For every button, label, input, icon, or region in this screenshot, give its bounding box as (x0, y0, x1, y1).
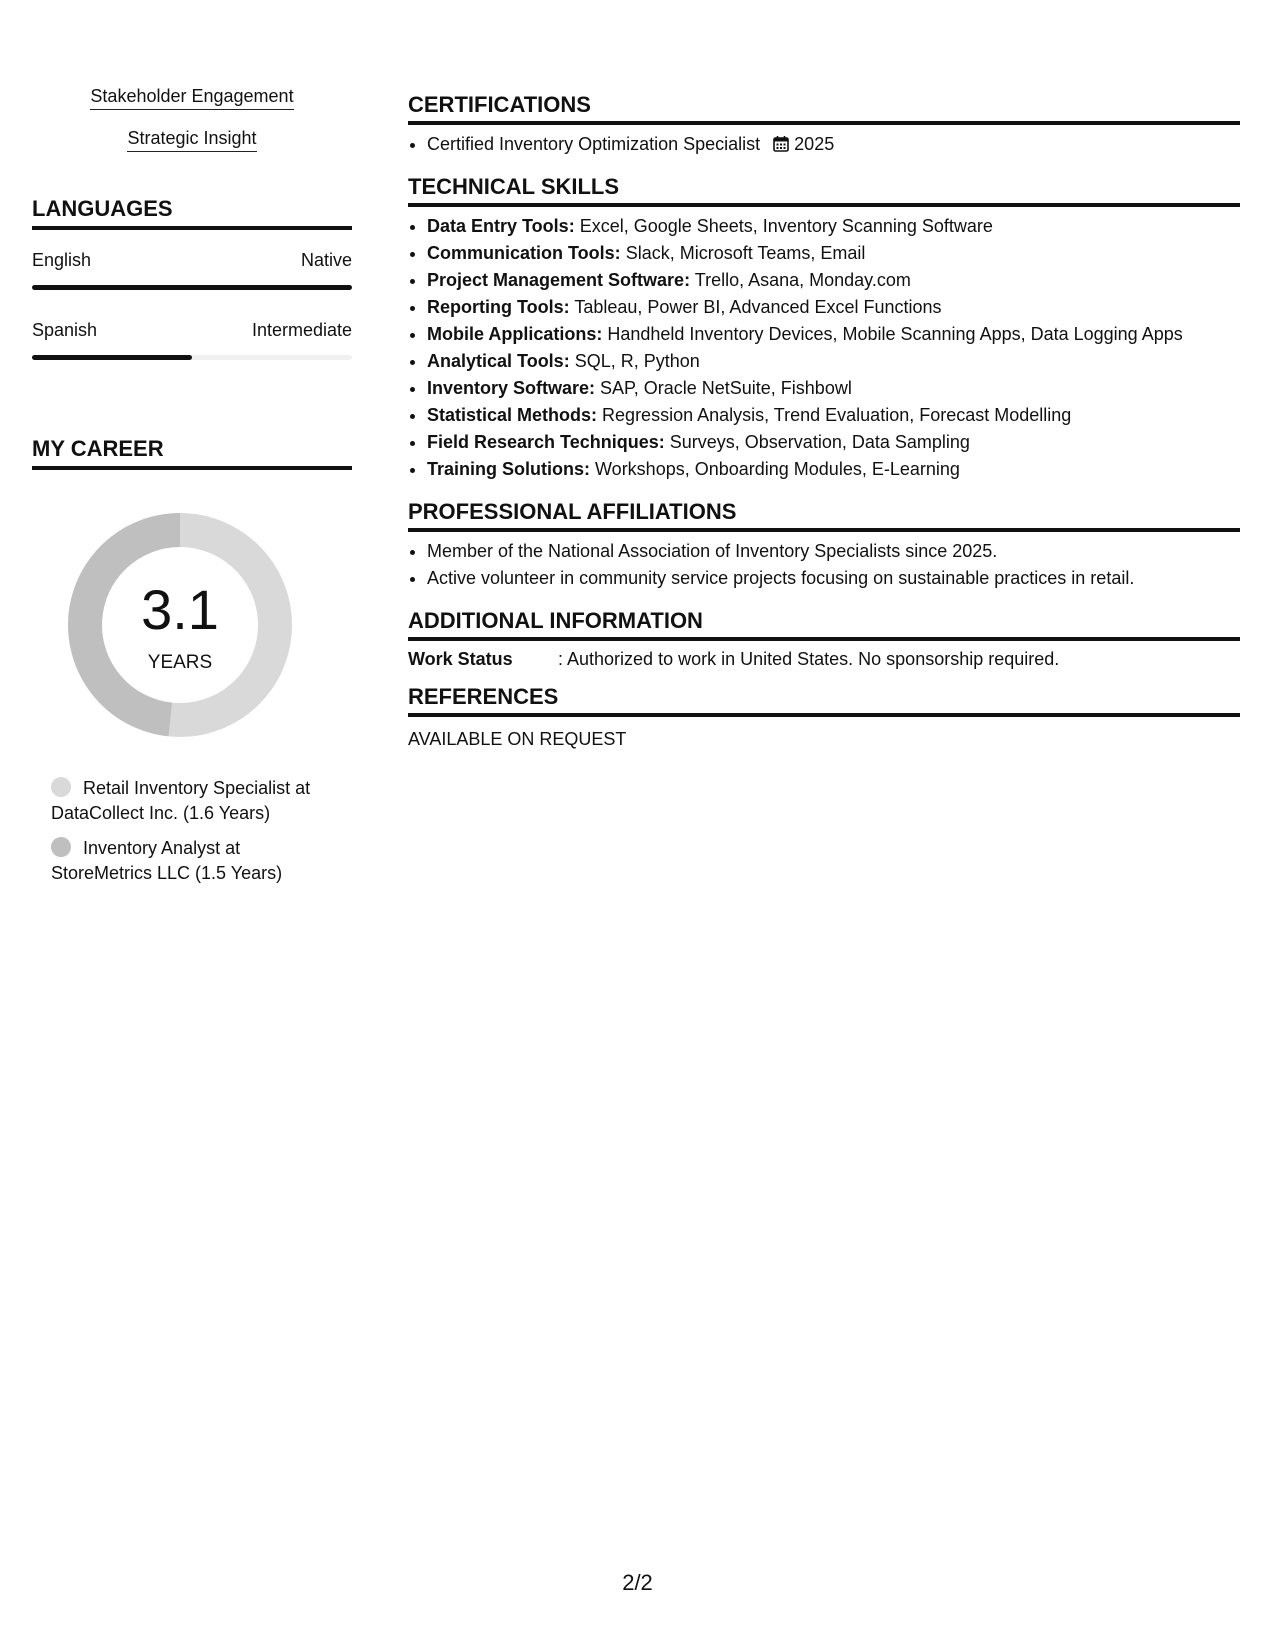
language-name: Spanish (32, 320, 98, 340)
legend-dot-icon (51, 837, 71, 857)
language-level: Intermediate (251, 320, 352, 340)
career-legend (32, 776, 352, 886)
affiliations-heading: PROFESSIONAL AFFILIATIONS (408, 499, 1240, 532)
affiliations-list (408, 538, 1240, 592)
certifications-list (408, 131, 1240, 158)
career-heading: MY CAREER (32, 436, 352, 470)
calendar-icon (773, 135, 789, 152)
certification-item (427, 131, 1240, 158)
skill-tag: Strategic Insight (32, 128, 352, 152)
career-company: DataCollect Inc. (1.6 Years) (51, 803, 271, 823)
legend-dot-icon (51, 777, 71, 797)
career-role: Inventory Analyst at (83, 838, 241, 858)
references-text: AVAILABLE ON REQUEST (408, 729, 627, 749)
language-proficiency-bar (32, 355, 352, 360)
language-item-english (32, 250, 352, 290)
career-company: StoreMetrics LLC (1.5 Years) (51, 863, 283, 883)
skill-item: • Statistical Methods: Regression Analysis, Trend Evaluation, Forecast Modelling (427, 402, 1240, 429)
certification-year: 2025 (794, 134, 835, 154)
page-number: 2/2 (622, 1570, 653, 1595)
affiliation-item: • Active volunteer in community service projects focusing on sustainable practices in retail. (427, 565, 1240, 592)
language-name: English (32, 250, 92, 270)
affiliation-item: • Member of the National Association of Inventory Specialists since 2025. (427, 538, 1240, 565)
language-proficiency-bar (32, 285, 352, 290)
skill-item: • Reporting Tools: Tableau, Power BI, Advanced Excel Functions (427, 294, 1240, 321)
skill-item: • Inventory Software: SAP, Oracle NetSuite, Fishbowl (427, 375, 1240, 402)
work-status-label: Work Status (408, 649, 513, 669)
certification-name: Certified Inventory Optimization Specialist (427, 134, 761, 154)
skill-item: • Field Research Techniques: Surveys, Observation, Data Sampling (427, 429, 1240, 456)
sidebar (32, 86, 352, 896)
skill-item: • Training Solutions: Workshops, Onboarding Modules, E-Learning (427, 456, 1240, 483)
references-heading: REFERENCES (408, 684, 1240, 717)
language-proficiency-fill (32, 285, 352, 290)
career-item (51, 776, 352, 826)
technical-skills-heading: TECHNICAL SKILLS (408, 174, 1240, 207)
skill-item: • Analytical Tools: SQL, R, Python (427, 348, 1240, 375)
skill-tag: Stakeholder Engagement (32, 86, 352, 110)
skill-item: • Mobile Applications: Handheld Inventory Devices, Mobile Scanning Apps, Data Logging Apps (427, 321, 1240, 348)
additional-info-heading: ADDITIONAL INFORMATION (408, 608, 1240, 641)
language-proficiency-fill (32, 355, 192, 360)
technical-skills-list (408, 213, 1240, 483)
career-role: Retail Inventory Specialist at (83, 778, 311, 798)
career-item (51, 836, 352, 886)
certifications-heading: CERTIFICATIONS (408, 92, 1240, 125)
career-total-unit: YEARS (147, 652, 213, 673)
career-donut-chart (65, 510, 295, 740)
skill-item: • Communication Tools: Slack, Microsoft Teams, Email (427, 240, 1240, 267)
language-item-spanish (32, 320, 352, 360)
language-level: Native (300, 250, 352, 270)
skill-item: • Project Management Software: Trello, Asana, Monday.com (427, 267, 1240, 294)
skill-item: • Data Entry Tools: Excel, Google Sheets, Inventory Scanning Software (427, 213, 1240, 240)
main-content (408, 92, 1240, 750)
career-total-years: 3.1 (141, 578, 219, 641)
work-status-value: : Authorized to work in United States. No sponsorship required. (558, 649, 1060, 669)
work-status-row (408, 649, 1240, 670)
languages-heading: LANGUAGES (32, 196, 352, 230)
